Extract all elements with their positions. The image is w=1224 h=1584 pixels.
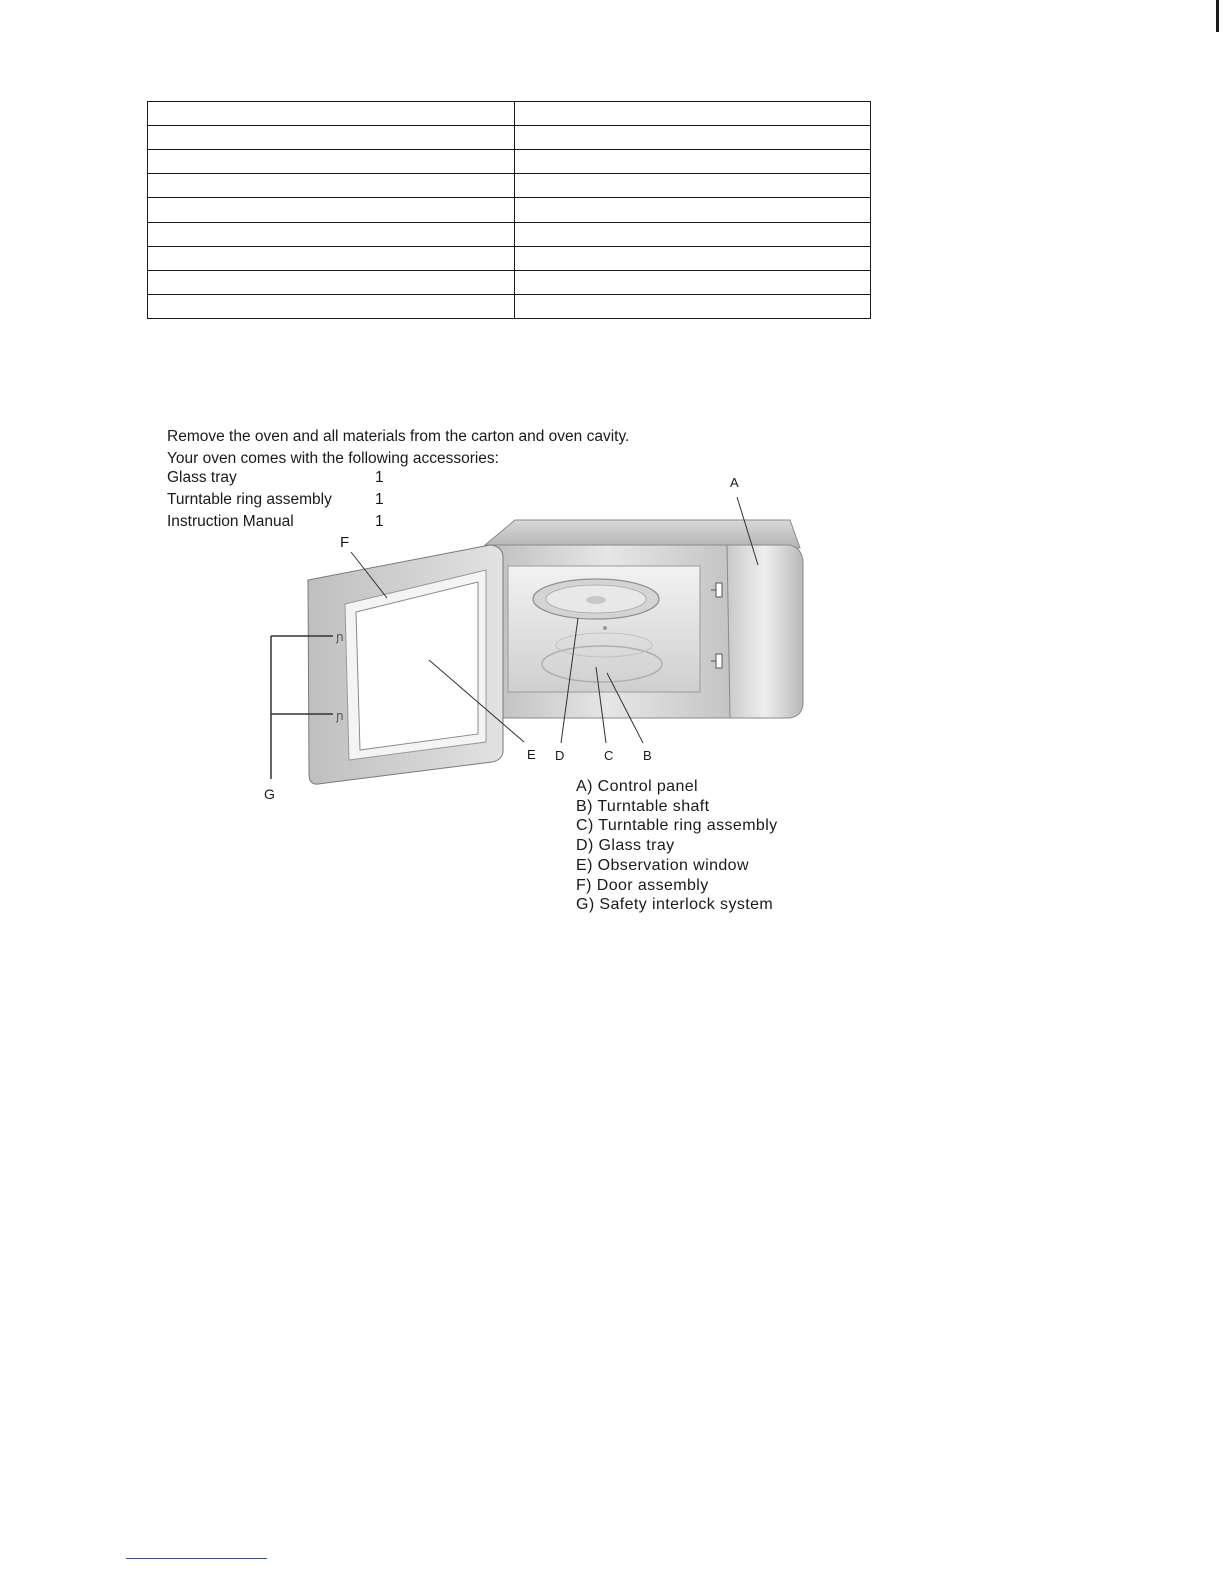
intro-line-2: Your oven comes with the following accessories: xyxy=(167,449,499,467)
legend-item: B) Turntable shaft xyxy=(576,797,710,815)
accessory-name: Turntable ring assembly xyxy=(167,491,332,508)
legend-item: F) Door assembly xyxy=(576,876,709,894)
label-d: D xyxy=(555,748,565,763)
legend-item: D) Glass tray xyxy=(576,837,675,855)
accessory-qty: 1 xyxy=(375,469,384,486)
control-panel xyxy=(727,545,803,718)
accessory-item xyxy=(167,469,384,487)
label-c: C xyxy=(604,748,614,763)
table-row xyxy=(148,126,871,150)
specification-table xyxy=(147,101,871,319)
label-b: B xyxy=(643,748,652,763)
accessory-name: Glass tray xyxy=(167,469,237,486)
unpacking-instructions xyxy=(167,426,629,469)
legend-item: A) Control panel xyxy=(576,778,699,795)
accessory-qty: 1 xyxy=(375,491,384,508)
table-row xyxy=(148,102,871,126)
svg-text:ɲ: ɲ xyxy=(336,709,344,723)
table-row xyxy=(148,174,871,198)
table-row xyxy=(148,150,871,174)
table-row xyxy=(148,246,871,270)
legend-item: G) Safety interlock system xyxy=(576,896,774,914)
table-row xyxy=(148,270,871,294)
label-g: G xyxy=(264,786,275,802)
table-row xyxy=(148,294,871,318)
diagram-legend xyxy=(576,777,778,915)
oven-top xyxy=(485,520,800,548)
label-a: A xyxy=(730,475,739,490)
legend-item: C) Turntable ring assembly xyxy=(576,817,778,835)
table-row xyxy=(148,222,871,246)
accessory-qty: 1 xyxy=(375,513,384,530)
label-e: E xyxy=(527,747,536,762)
page-edge-mark xyxy=(1216,0,1219,32)
table-row xyxy=(148,198,871,222)
svg-text:ɲ: ɲ xyxy=(336,630,344,644)
accessory-name: Instruction Manual xyxy=(167,513,294,530)
observation-window xyxy=(356,582,478,750)
label-f: F xyxy=(340,534,350,551)
footnote-separator xyxy=(126,1558,267,1559)
intro-line-1: Remove the oven and all materials from the carton and oven cavity. xyxy=(167,428,630,445)
legend-item: E) Observation window xyxy=(576,856,749,874)
